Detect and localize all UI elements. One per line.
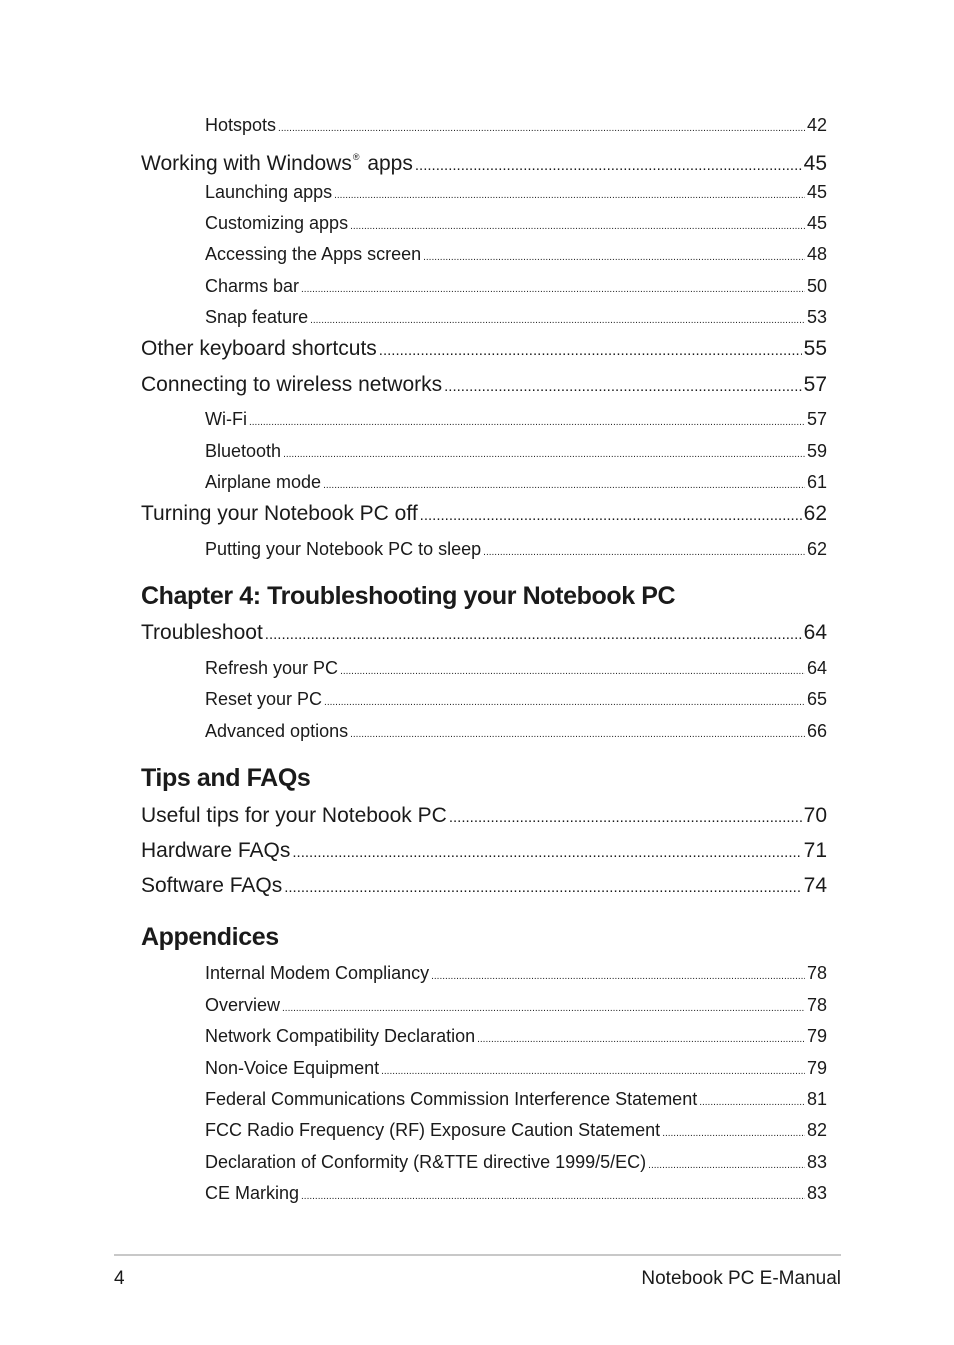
toc-entry-title-text: Launching apps <box>205 182 333 202</box>
dot-leader <box>324 692 805 714</box>
toc-entry-title-text: Putting your Notebook PC to sleep <box>205 539 482 559</box>
toc-entry-hotspots[interactable] <box>205 114 827 136</box>
toc-entry-title <box>205 1025 475 1047</box>
toc-entry-title-text: Overview <box>205 995 281 1015</box>
toc-entry-hardware-faqs[interactable] <box>141 838 827 864</box>
toc-entry-page-number: 74 <box>803 874 827 897</box>
toc-entry-page-number: 78 <box>806 963 827 983</box>
toc-entry-page-number: 83 <box>806 1183 827 1203</box>
dot-leader <box>431 966 805 988</box>
toc-entry-page-number: 81 <box>806 1089 827 1109</box>
toc-entry-title <box>141 336 377 362</box>
toc-entry-overview[interactable] <box>205 994 827 1016</box>
toc-entry-reset-your-pc[interactable] <box>205 688 827 710</box>
toc-entry-title <box>205 306 308 328</box>
toc-entry-title <box>205 408 247 430</box>
toc-entry-connecting-to-wireless-networks[interactable] <box>141 372 827 398</box>
toc-entry-title-suffix: apps <box>361 152 413 175</box>
toc-entry-title-text: Refresh your PC <box>205 658 339 678</box>
toc-entry-declaration-of-conformity-r-tte-directive-1999-5-ec[interactable] <box>205 1151 827 1173</box>
toc-entry-title-text: Software FAQs <box>141 874 283 897</box>
toc-entry-title-text: Reset your PC <box>205 689 323 709</box>
toc-entry-title <box>141 620 263 646</box>
toc-entry-page-number: 59 <box>806 441 827 461</box>
dot-leader <box>449 805 802 831</box>
toc-entry-page-number: 50 <box>806 276 827 296</box>
toc-entry-title <box>205 440 281 462</box>
toc-entry-title <box>141 501 418 527</box>
toc-entry-page-number: 57 <box>806 409 827 429</box>
dot-leader <box>278 118 805 140</box>
chapter-heading-tips-and-faqs: Tips and FAQs <box>141 764 311 792</box>
toc-entry-title-text: Troubleshoot <box>141 621 263 644</box>
toc-entry-title <box>205 114 276 136</box>
toc-entry-page-number: 78 <box>806 995 827 1015</box>
toc-entry-title-text: Bluetooth <box>205 441 282 461</box>
footer-manual-title: Notebook PC E-Manual <box>641 1268 841 1289</box>
toc-entry-page-number: 45 <box>803 152 827 175</box>
toc-entry-page-number: 64 <box>803 621 827 644</box>
dot-leader <box>282 998 805 1020</box>
dot-leader <box>648 1155 805 1177</box>
chapter-heading-appendices: Appendices <box>141 923 279 951</box>
dot-leader <box>699 1092 805 1114</box>
toc-entry-title <box>141 873 282 899</box>
toc-entry-title <box>205 688 322 710</box>
toc-entry-federal-communications-commission-interference-statement[interactable] <box>205 1088 827 1110</box>
dot-leader <box>301 279 805 301</box>
dot-leader <box>415 153 802 179</box>
dot-leader <box>301 1186 805 1208</box>
toc-entry-title-text: Declaration of Conformity (R&TTE directive 1999/5/EC) <box>205 1152 647 1172</box>
toc-entry-title-text: Internal Modem Compliancy <box>205 963 430 983</box>
registered-mark: ® <box>352 152 360 162</box>
toc-entry-fcc-radio-frequency-rf-exposure-caution-statement[interactable] <box>205 1119 827 1141</box>
toc-entry-putting-your-notebook-pc-to-sleep[interactable] <box>205 538 827 560</box>
toc-entry-title <box>141 144 413 177</box>
toc-entry-internal-modem-compliancy[interactable] <box>205 962 827 984</box>
toc-entry-network-compatibility-declaration[interactable] <box>205 1025 827 1047</box>
dot-leader <box>283 444 805 466</box>
toc-entry-advanced-options[interactable] <box>205 720 827 742</box>
toc-entry-page-number: 53 <box>806 307 827 327</box>
toc-entry-page-number: 48 <box>806 244 827 264</box>
dot-leader <box>284 875 801 901</box>
dot-leader <box>350 216 805 238</box>
toc-entry-title <box>205 471 321 493</box>
toc-entry-title <box>205 181 332 203</box>
toc-entry-title-text: Hotspots <box>205 115 277 135</box>
dot-leader <box>444 374 802 400</box>
toc-entry-refresh-your-pc[interactable] <box>205 657 827 679</box>
footer-divider <box>114 1254 841 1256</box>
toc-entry-troubleshoot[interactable] <box>141 620 827 646</box>
toc-entry-title-text: Connecting to wireless networks <box>141 373 443 396</box>
toc-entry-title-text: Customizing apps <box>205 213 349 233</box>
toc-entry-working-with-windows-apps[interactable] <box>141 144 827 175</box>
toc-entry-title <box>205 275 299 297</box>
toc-entry-turning-your-notebook-pc-off[interactable] <box>141 501 827 527</box>
dot-leader <box>334 185 805 207</box>
toc-entry-title <box>141 838 290 864</box>
toc-entry-title <box>205 1119 660 1141</box>
toc-entry-page-number: 83 <box>806 1152 827 1172</box>
toc-entry-title <box>205 962 429 984</box>
toc-entry-snap-feature[interactable] <box>205 306 827 328</box>
toc-entry-title-text: FCC Radio Frequency (RF) Exposure Caution Statement <box>205 1120 661 1140</box>
chapter-heading-chapter-4-troubleshooting-your-notebook-pc: Chapter 4: Troubleshooting your Notebook PC <box>141 582 676 610</box>
toc-entry-title-text: Working with Windows <box>141 152 352 175</box>
toc-entry-ce-marking[interactable] <box>205 1182 827 1204</box>
toc-entry-other-keyboard-shortcuts[interactable] <box>141 336 827 362</box>
toc-entry-page-number: 55 <box>803 337 827 360</box>
toc-entry-title <box>205 243 421 265</box>
toc-entry-title-text: Airplane mode <box>205 472 322 492</box>
toc-entry-title <box>205 212 348 234</box>
toc-entry-page-number: 62 <box>806 539 827 559</box>
toc-entry-customizing-apps[interactable] <box>205 212 827 234</box>
dot-leader <box>249 412 805 434</box>
dot-leader <box>381 1061 805 1083</box>
toc-entry-title <box>205 994 280 1016</box>
dot-leader <box>265 622 802 648</box>
toc-entry-title-text: Snap feature <box>205 307 309 327</box>
dot-leader <box>379 338 802 364</box>
dot-leader <box>477 1029 805 1051</box>
toc-entry-title-text: CE Marking <box>205 1183 300 1203</box>
footer-page-number: 4 <box>114 1268 125 1289</box>
toc-entry-page-number: 79 <box>806 1058 827 1078</box>
toc-entry-page-number: 61 <box>806 472 827 492</box>
toc-entry-title <box>205 1088 697 1110</box>
dot-leader <box>483 542 805 564</box>
toc-entry-title-text: Accessing the Apps screen <box>205 244 422 264</box>
toc-entry-bluetooth[interactable] <box>205 440 827 462</box>
toc-entry-page-number: 66 <box>806 721 827 741</box>
dot-leader <box>350 724 805 746</box>
toc-entry-software-faqs[interactable] <box>141 873 827 899</box>
toc-entry-page-number: 71 <box>803 839 827 862</box>
toc-entry-page-number: 70 <box>803 804 827 827</box>
dot-leader <box>292 840 801 866</box>
dot-leader <box>323 475 805 497</box>
dot-leader <box>662 1123 805 1145</box>
dot-leader <box>310 310 805 332</box>
dot-leader <box>423 247 805 269</box>
toc-entry-page-number: 62 <box>803 502 827 525</box>
toc-entry-page-number: 42 <box>806 115 827 135</box>
toc-entry-title-text: Federal Communications Commission Interference Statement <box>205 1089 698 1109</box>
toc-entry-title-text: Wi-Fi <box>205 409 247 429</box>
toc-entry-page-number: 82 <box>806 1120 827 1140</box>
toc-entry-page-number: 57 <box>803 373 827 396</box>
toc-entry-title-text: Non-Voice Equipment <box>205 1058 380 1078</box>
toc-entry-page-number: 45 <box>806 182 827 202</box>
toc-entry-non-voice-equipment[interactable] <box>205 1057 827 1079</box>
toc-entry-title <box>205 538 481 560</box>
toc-entry-title <box>141 803 447 829</box>
toc-entry-useful-tips-for-your-notebook-pc[interactable] <box>141 803 827 829</box>
toc-entry-page-number: 79 <box>806 1026 827 1046</box>
toc-entry-title <box>205 657 338 679</box>
toc-entry-title <box>205 720 348 742</box>
toc-entry-title-text: Turning your Notebook PC off <box>141 502 418 525</box>
dot-leader <box>420 503 802 529</box>
toc-entry-launching-apps[interactable] <box>205 181 827 203</box>
toc-entry-page-number: 65 <box>806 689 827 709</box>
toc-entry-charms-bar[interactable] <box>205 275 827 297</box>
toc-entry-page-number: 45 <box>806 213 827 233</box>
toc-entry-title <box>205 1182 299 1204</box>
toc-entry-title <box>141 372 442 398</box>
toc-entry-page-number: 64 <box>806 658 827 678</box>
toc-entry-accessing-the-apps-screen[interactable] <box>205 243 827 265</box>
toc-entry-title-text: Charms bar <box>205 276 300 296</box>
toc-entry-title-text: Other keyboard shortcuts <box>141 337 377 360</box>
toc-entry-wi-fi[interactable] <box>205 408 827 430</box>
toc-entry-title-text: Network Compatibility Declaration <box>205 1026 476 1046</box>
toc-entry-title <box>205 1151 646 1173</box>
toc-entry-title-text: Useful tips for your Notebook PC <box>141 804 447 827</box>
dot-leader <box>340 661 805 683</box>
toc-entry-title <box>205 1057 379 1079</box>
toc-entry-airplane-mode[interactable] <box>205 471 827 493</box>
toc-entry-title-text: Advanced options <box>205 721 349 741</box>
toc-entry-title-text: Hardware FAQs <box>141 839 291 862</box>
